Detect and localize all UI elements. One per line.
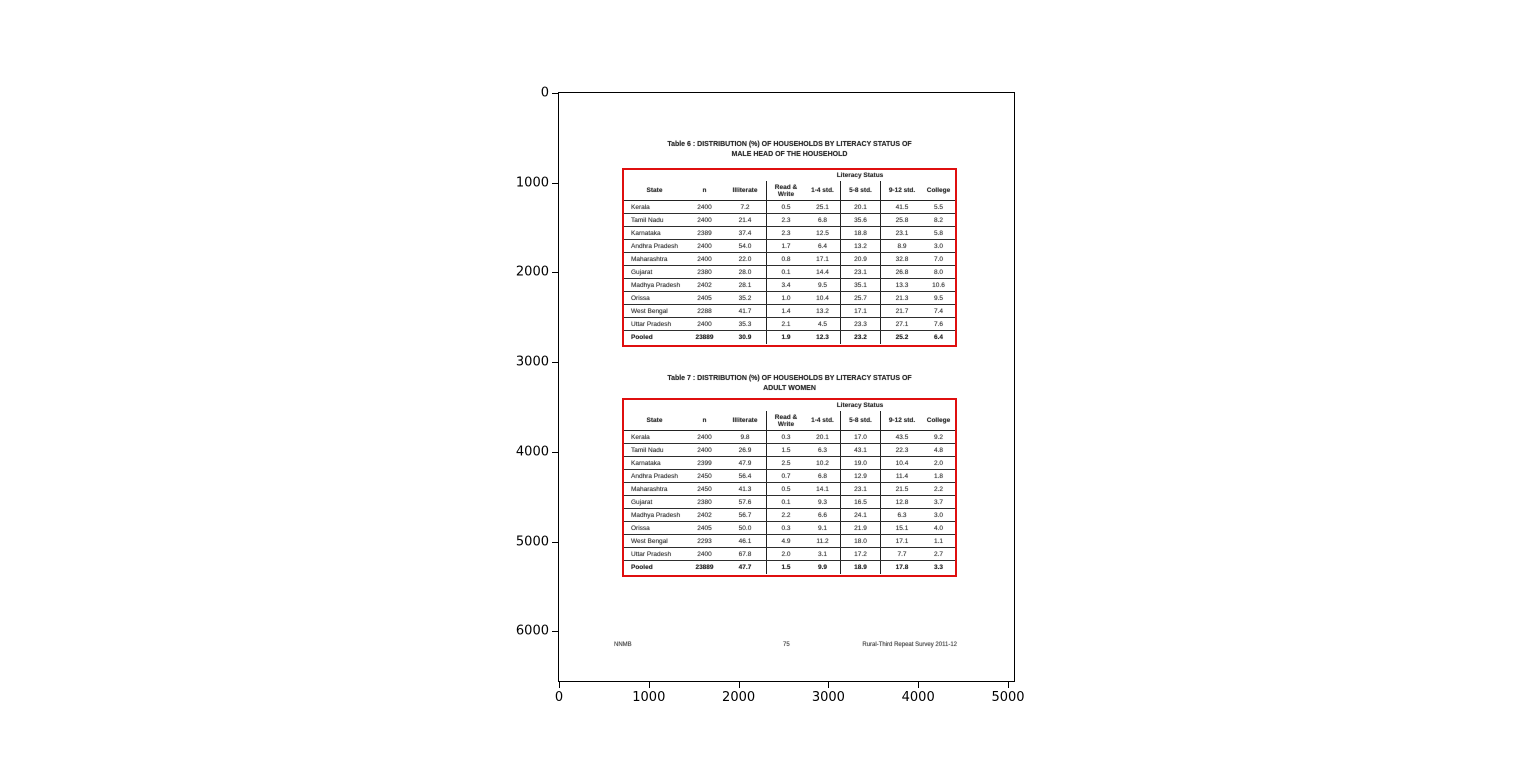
footer-survey-name: Rural-Third Repeat Survey 2011-12 bbox=[862, 642, 957, 648]
value-cell: 2450 bbox=[697, 485, 712, 493]
value-cell: 35.1 bbox=[840, 279, 880, 291]
value-cell: 56.4 bbox=[738, 472, 752, 480]
table-row bbox=[624, 318, 955, 331]
value-cell: 28.1 bbox=[738, 281, 752, 289]
value-cell: 15.1 bbox=[880, 522, 923, 534]
y-tick-mark bbox=[552, 631, 558, 632]
value-cell: 4.9 bbox=[766, 535, 805, 547]
value-cell: 0.5 bbox=[766, 201, 805, 213]
value-cell: 30.9 bbox=[738, 334, 752, 341]
value-cell: 1.7 bbox=[766, 240, 805, 252]
value-cell: 41.3 bbox=[738, 485, 752, 493]
value-cell: 21.7 bbox=[880, 305, 923, 317]
value-cell: 35.2 bbox=[738, 294, 752, 302]
value-cell: 19.0 bbox=[840, 457, 880, 469]
plot-axes bbox=[515, 85, 1025, 705]
table-row bbox=[624, 431, 955, 444]
value-cell: 13.2 bbox=[840, 240, 880, 252]
column-header: State bbox=[646, 417, 663, 424]
table7-literacy-adult-women bbox=[622, 398, 957, 577]
state-name-cell: Maharashtra bbox=[631, 255, 668, 263]
value-cell: 47.7 bbox=[738, 564, 752, 571]
value-cell: 2.0 bbox=[933, 459, 944, 467]
value-cell: 35.3 bbox=[738, 320, 752, 328]
y-tick-mark bbox=[552, 93, 558, 94]
value-cell: 9.2 bbox=[933, 433, 944, 441]
value-cell: 21.5 bbox=[880, 483, 923, 495]
value-cell: 2450 bbox=[697, 472, 712, 480]
value-cell: 0.1 bbox=[766, 496, 805, 508]
value-cell: 57.6 bbox=[738, 498, 752, 506]
value-cell: 0.7 bbox=[766, 470, 805, 482]
y-tick-mark bbox=[552, 272, 558, 273]
x-tick-mark bbox=[828, 682, 829, 688]
value-cell: 23889 bbox=[695, 334, 714, 341]
value-cell: 2400 bbox=[697, 320, 712, 328]
value-cell: 41.5 bbox=[880, 201, 923, 213]
value-cell: 12.9 bbox=[840, 470, 880, 482]
table-row bbox=[624, 240, 955, 253]
value-cell: 23.2 bbox=[840, 331, 880, 344]
column-header: 5-8 std. bbox=[840, 411, 880, 430]
table-row bbox=[624, 509, 955, 522]
table-row bbox=[624, 201, 955, 214]
value-cell: 1.0 bbox=[766, 292, 805, 304]
value-cell: 7.7 bbox=[880, 548, 923, 560]
state-name-cell: Gujarat bbox=[631, 498, 653, 506]
value-cell: 1.1 bbox=[933, 537, 944, 545]
x-tick-label: 0 bbox=[554, 690, 564, 705]
x-tick-mark bbox=[559, 682, 560, 688]
value-cell: 1.8 bbox=[933, 472, 944, 480]
value-cell: 2400 bbox=[697, 433, 712, 441]
column-header: College bbox=[926, 187, 951, 194]
value-cell: 50.0 bbox=[738, 524, 752, 532]
value-cell: 24.1 bbox=[840, 509, 880, 521]
value-cell: 4.5 bbox=[817, 320, 828, 328]
y-tick-label: 4000 bbox=[515, 444, 549, 460]
value-cell: 6.3 bbox=[880, 509, 923, 521]
value-cell: 26.9 bbox=[738, 446, 752, 454]
value-cell: 67.8 bbox=[738, 550, 752, 558]
state-name-cell: West Bengal bbox=[631, 307, 668, 315]
value-cell: 3.1 bbox=[817, 550, 828, 558]
value-cell: 2.7 bbox=[933, 550, 944, 558]
literacy-status-group-header: Literacy Status bbox=[836, 172, 884, 179]
state-name-cell: Kerala bbox=[631, 203, 650, 211]
x-tick-label: 5000 bbox=[991, 690, 1025, 705]
value-cell: 3.3 bbox=[933, 564, 944, 571]
value-cell: 10.6 bbox=[932, 281, 945, 289]
table6-title-line2: MALE HEAD OF THE HOUSEHOLD bbox=[731, 151, 848, 158]
value-cell: 2405 bbox=[697, 524, 712, 532]
value-cell: 1.9 bbox=[766, 331, 805, 344]
value-cell: 9.8 bbox=[740, 433, 750, 441]
value-cell: 2.5 bbox=[766, 457, 805, 469]
x-tick-label: 2000 bbox=[722, 690, 756, 705]
state-name-cell: Gujarat bbox=[631, 268, 653, 276]
table-row bbox=[624, 253, 955, 266]
value-cell: 9.3 bbox=[817, 498, 828, 506]
scanned-document-page bbox=[559, 93, 1014, 681]
value-cell: 7.4 bbox=[933, 307, 944, 315]
value-cell: 2400 bbox=[697, 216, 712, 224]
table-row bbox=[624, 292, 955, 305]
value-cell: 2405 bbox=[697, 294, 712, 302]
value-cell: 3.0 bbox=[933, 242, 944, 250]
value-cell: 26.8 bbox=[880, 266, 923, 278]
value-cell: 25.7 bbox=[840, 292, 880, 304]
table-header-row bbox=[624, 181, 955, 201]
value-cell: 0.5 bbox=[766, 483, 805, 495]
y-tick-label: 2000 bbox=[515, 264, 549, 280]
x-tick-mark bbox=[1008, 682, 1009, 688]
value-cell: 21.3 bbox=[880, 292, 923, 304]
state-name-cell: Tamil Nadu bbox=[631, 216, 664, 224]
value-cell: 10.4 bbox=[880, 457, 923, 469]
value-cell: 9.1 bbox=[817, 524, 828, 532]
value-cell: 3.0 bbox=[933, 511, 944, 519]
x-tick-label: 1000 bbox=[632, 690, 666, 705]
value-cell: 10.4 bbox=[816, 294, 829, 302]
value-cell: 7.2 bbox=[740, 203, 750, 211]
value-cell: 13.3 bbox=[880, 279, 923, 291]
table-row bbox=[624, 522, 955, 535]
value-cell: 4.8 bbox=[933, 446, 944, 454]
value-cell: 18.8 bbox=[840, 227, 880, 239]
state-name-cell: West Bengal bbox=[631, 537, 668, 545]
table-row bbox=[624, 444, 955, 457]
state-name-cell: Andhra Pradesh bbox=[631, 242, 678, 250]
value-cell: 56.7 bbox=[738, 511, 752, 519]
y-tick-mark bbox=[552, 183, 558, 184]
value-cell: 11.2 bbox=[816, 537, 829, 545]
value-cell: 22.3 bbox=[880, 444, 923, 456]
value-cell: 3.7 bbox=[933, 498, 944, 506]
table6-title-line1: Table 6 : DISTRIBUTION (%) OF HOUSEHOLDS BY LITERACY STATUS OF bbox=[667, 141, 912, 148]
value-cell: 43.5 bbox=[880, 431, 923, 443]
value-cell: 2.1 bbox=[766, 318, 805, 330]
value-cell: 17.1 bbox=[840, 305, 880, 317]
state-name-cell: Maharashtra bbox=[631, 485, 668, 493]
column-header: Illiterate bbox=[732, 417, 758, 424]
value-cell: 23.1 bbox=[840, 266, 880, 278]
value-cell: 23.1 bbox=[880, 227, 923, 239]
column-header: 9-12 std. bbox=[880, 411, 923, 430]
value-cell: 2.3 bbox=[766, 214, 805, 226]
value-cell: 20.1 bbox=[816, 433, 829, 441]
value-cell: 17.8 bbox=[880, 561, 923, 574]
value-cell: 17.0 bbox=[840, 431, 880, 443]
value-cell: 2380 bbox=[697, 498, 712, 506]
y-tick-label: 3000 bbox=[515, 354, 549, 370]
table-row bbox=[624, 535, 955, 548]
value-cell: 2.0 bbox=[766, 548, 805, 560]
value-cell: 17.1 bbox=[816, 255, 829, 263]
table7-title-line1: Table 7 : DISTRIBUTION (%) OF HOUSEHOLDS BY LITERACY STATUS OF bbox=[667, 375, 912, 382]
value-cell: 27.1 bbox=[880, 318, 923, 330]
value-cell: 7.0 bbox=[933, 255, 944, 263]
value-cell: 1.4 bbox=[766, 305, 805, 317]
value-cell: 28.0 bbox=[738, 268, 752, 276]
table-row bbox=[624, 457, 955, 470]
value-cell: 23.1 bbox=[840, 483, 880, 495]
y-tick-label: 6000 bbox=[515, 623, 549, 639]
value-cell: 47.9 bbox=[738, 459, 752, 467]
value-cell: 7.6 bbox=[933, 320, 944, 328]
value-cell: 2402 bbox=[697, 281, 712, 289]
value-cell: 6.8 bbox=[817, 216, 828, 224]
state-name-cell: Uttar Pradesh bbox=[631, 320, 672, 328]
value-cell: 14.1 bbox=[816, 485, 829, 493]
value-cell: 4.0 bbox=[933, 524, 944, 532]
value-cell: 3.4 bbox=[766, 279, 805, 291]
value-cell: 21.9 bbox=[840, 522, 880, 534]
column-header: n bbox=[702, 417, 707, 424]
table-row bbox=[624, 561, 955, 574]
value-cell: 46.1 bbox=[738, 537, 752, 545]
value-cell: 43.1 bbox=[840, 444, 880, 456]
value-cell: 25.2 bbox=[880, 331, 923, 344]
value-cell: 1.5 bbox=[766, 561, 805, 574]
table-row bbox=[624, 496, 955, 509]
y-tick-label: 0 bbox=[540, 85, 549, 101]
y-tick-label: 5000 bbox=[515, 534, 549, 549]
state-name-cell: Karnataka bbox=[631, 459, 661, 467]
table-row bbox=[624, 305, 955, 318]
value-cell: 37.4 bbox=[738, 229, 752, 237]
value-cell: 8.0 bbox=[933, 268, 944, 276]
value-cell: 9.5 bbox=[933, 294, 944, 302]
x-tick-mark bbox=[649, 682, 650, 688]
value-cell: 2.2 bbox=[766, 509, 805, 521]
value-cell: 9.5 bbox=[817, 281, 828, 289]
value-cell: 12.5 bbox=[816, 229, 829, 237]
column-header: State bbox=[646, 187, 663, 194]
value-cell: 2399 bbox=[697, 459, 712, 467]
value-cell: 6.8 bbox=[817, 472, 828, 480]
value-cell: 23889 bbox=[695, 564, 714, 571]
x-tick-mark bbox=[918, 682, 919, 688]
column-header: Read & Write bbox=[766, 411, 805, 430]
column-header: Read & Write bbox=[766, 181, 805, 200]
value-cell: 25.8 bbox=[880, 214, 923, 226]
column-header: 1-4 std. bbox=[811, 417, 834, 424]
column-header: 1-4 std. bbox=[811, 187, 834, 194]
value-cell: 0.3 bbox=[766, 522, 805, 534]
value-cell: 41.7 bbox=[738, 307, 752, 315]
value-cell: 2400 bbox=[697, 255, 712, 263]
value-cell: 6.4 bbox=[933, 334, 944, 341]
value-cell: 18.9 bbox=[840, 561, 880, 574]
value-cell: 2400 bbox=[697, 203, 712, 211]
value-cell: 20.9 bbox=[840, 253, 880, 265]
value-cell: 2380 bbox=[697, 268, 712, 276]
value-cell: 17.1 bbox=[880, 535, 923, 547]
table-group-header-row bbox=[624, 400, 955, 411]
value-cell: 2402 bbox=[697, 511, 712, 519]
table-row bbox=[624, 266, 955, 279]
value-cell: 11.4 bbox=[880, 470, 923, 482]
value-cell: 14.4 bbox=[816, 268, 829, 276]
value-cell: 0.3 bbox=[766, 431, 805, 443]
state-name-cell: Kerala bbox=[631, 433, 650, 441]
literacy-status-group-header: Literacy Status bbox=[836, 402, 884, 409]
footer-org: NNMB bbox=[614, 642, 632, 648]
table-group-header-row bbox=[624, 170, 955, 181]
value-cell: 23.3 bbox=[840, 318, 880, 330]
value-cell: 6.3 bbox=[817, 446, 828, 454]
value-cell: 12.8 bbox=[880, 496, 923, 508]
value-cell: 32.8 bbox=[880, 253, 923, 265]
y-tick-mark bbox=[552, 362, 558, 363]
y-tick-label: 1000 bbox=[515, 175, 549, 191]
table-row bbox=[624, 331, 955, 344]
column-header: n bbox=[702, 187, 707, 194]
value-cell: 17.2 bbox=[840, 548, 880, 560]
value-cell: 9.9 bbox=[817, 564, 828, 571]
value-cell: 13.2 bbox=[816, 307, 829, 315]
table-header-row bbox=[624, 411, 955, 431]
value-cell: 12.3 bbox=[816, 334, 829, 341]
value-cell: 2389 bbox=[697, 229, 712, 237]
state-name-cell: Madhya Pradesh bbox=[631, 281, 681, 289]
state-name-cell: Orissa bbox=[631, 524, 650, 532]
state-name-cell: Andhra Pradesh bbox=[631, 472, 678, 480]
y-tick-mark bbox=[552, 452, 558, 453]
value-cell: 6.4 bbox=[817, 242, 828, 250]
table6-title bbox=[622, 140, 957, 160]
table7-title-line2: ADULT WOMEN bbox=[763, 385, 816, 392]
value-cell: 1.5 bbox=[766, 444, 805, 456]
table-row bbox=[624, 279, 955, 292]
value-cell: 21.4 bbox=[738, 216, 752, 224]
value-cell: 2400 bbox=[697, 550, 712, 558]
value-cell: 16.5 bbox=[840, 496, 880, 508]
value-cell: 5.5 bbox=[933, 203, 944, 211]
value-cell: 2.3 bbox=[766, 227, 805, 239]
state-name-cell: Karnataka bbox=[631, 229, 661, 237]
value-cell: 8.9 bbox=[880, 240, 923, 252]
table-row bbox=[624, 470, 955, 483]
value-cell: 2400 bbox=[697, 446, 712, 454]
value-cell: 5.8 bbox=[933, 229, 944, 237]
value-cell: 0.1 bbox=[766, 266, 805, 278]
value-cell: 25.1 bbox=[816, 203, 829, 211]
table-row bbox=[624, 227, 955, 240]
value-cell: 2400 bbox=[697, 242, 712, 250]
state-name-cell: Madhya Pradesh bbox=[631, 511, 681, 519]
value-cell: 18.0 bbox=[840, 535, 880, 547]
value-cell: 8.2 bbox=[933, 216, 944, 224]
table6-literacy-male-head bbox=[622, 168, 957, 347]
x-tick-label: 3000 bbox=[811, 690, 845, 705]
table-row bbox=[624, 483, 955, 496]
value-cell: 0.8 bbox=[766, 253, 805, 265]
y-tick-mark bbox=[552, 542, 558, 543]
value-cell: 2293 bbox=[697, 537, 712, 545]
value-cell: 10.2 bbox=[816, 459, 829, 467]
x-tick-mark bbox=[739, 682, 740, 688]
state-name-cell: Orissa bbox=[631, 294, 650, 302]
column-header: 5-8 std. bbox=[840, 181, 880, 200]
value-cell: 22.0 bbox=[738, 255, 752, 263]
value-cell: 2.2 bbox=[933, 485, 944, 493]
value-cell: 20.1 bbox=[840, 201, 880, 213]
value-cell: 6.6 bbox=[817, 511, 828, 519]
state-name-cell: Pooled bbox=[631, 334, 653, 341]
value-cell: 35.6 bbox=[840, 214, 880, 226]
state-name-cell: Pooled bbox=[631, 564, 653, 571]
column-header: 9-12 std. bbox=[880, 181, 923, 200]
column-header: Illiterate bbox=[732, 187, 758, 194]
value-cell: 2288 bbox=[697, 307, 712, 315]
table-row bbox=[624, 214, 955, 227]
state-name-cell: Uttar Pradesh bbox=[631, 550, 672, 558]
x-tick-label: 4000 bbox=[901, 690, 935, 705]
table-row bbox=[624, 548, 955, 561]
footer-page-number: 75 bbox=[783, 642, 790, 648]
value-cell: 54.0 bbox=[738, 242, 752, 250]
column-header: College bbox=[926, 417, 951, 424]
state-name-cell: Tamil Nadu bbox=[631, 446, 664, 454]
table7-title bbox=[622, 374, 957, 394]
